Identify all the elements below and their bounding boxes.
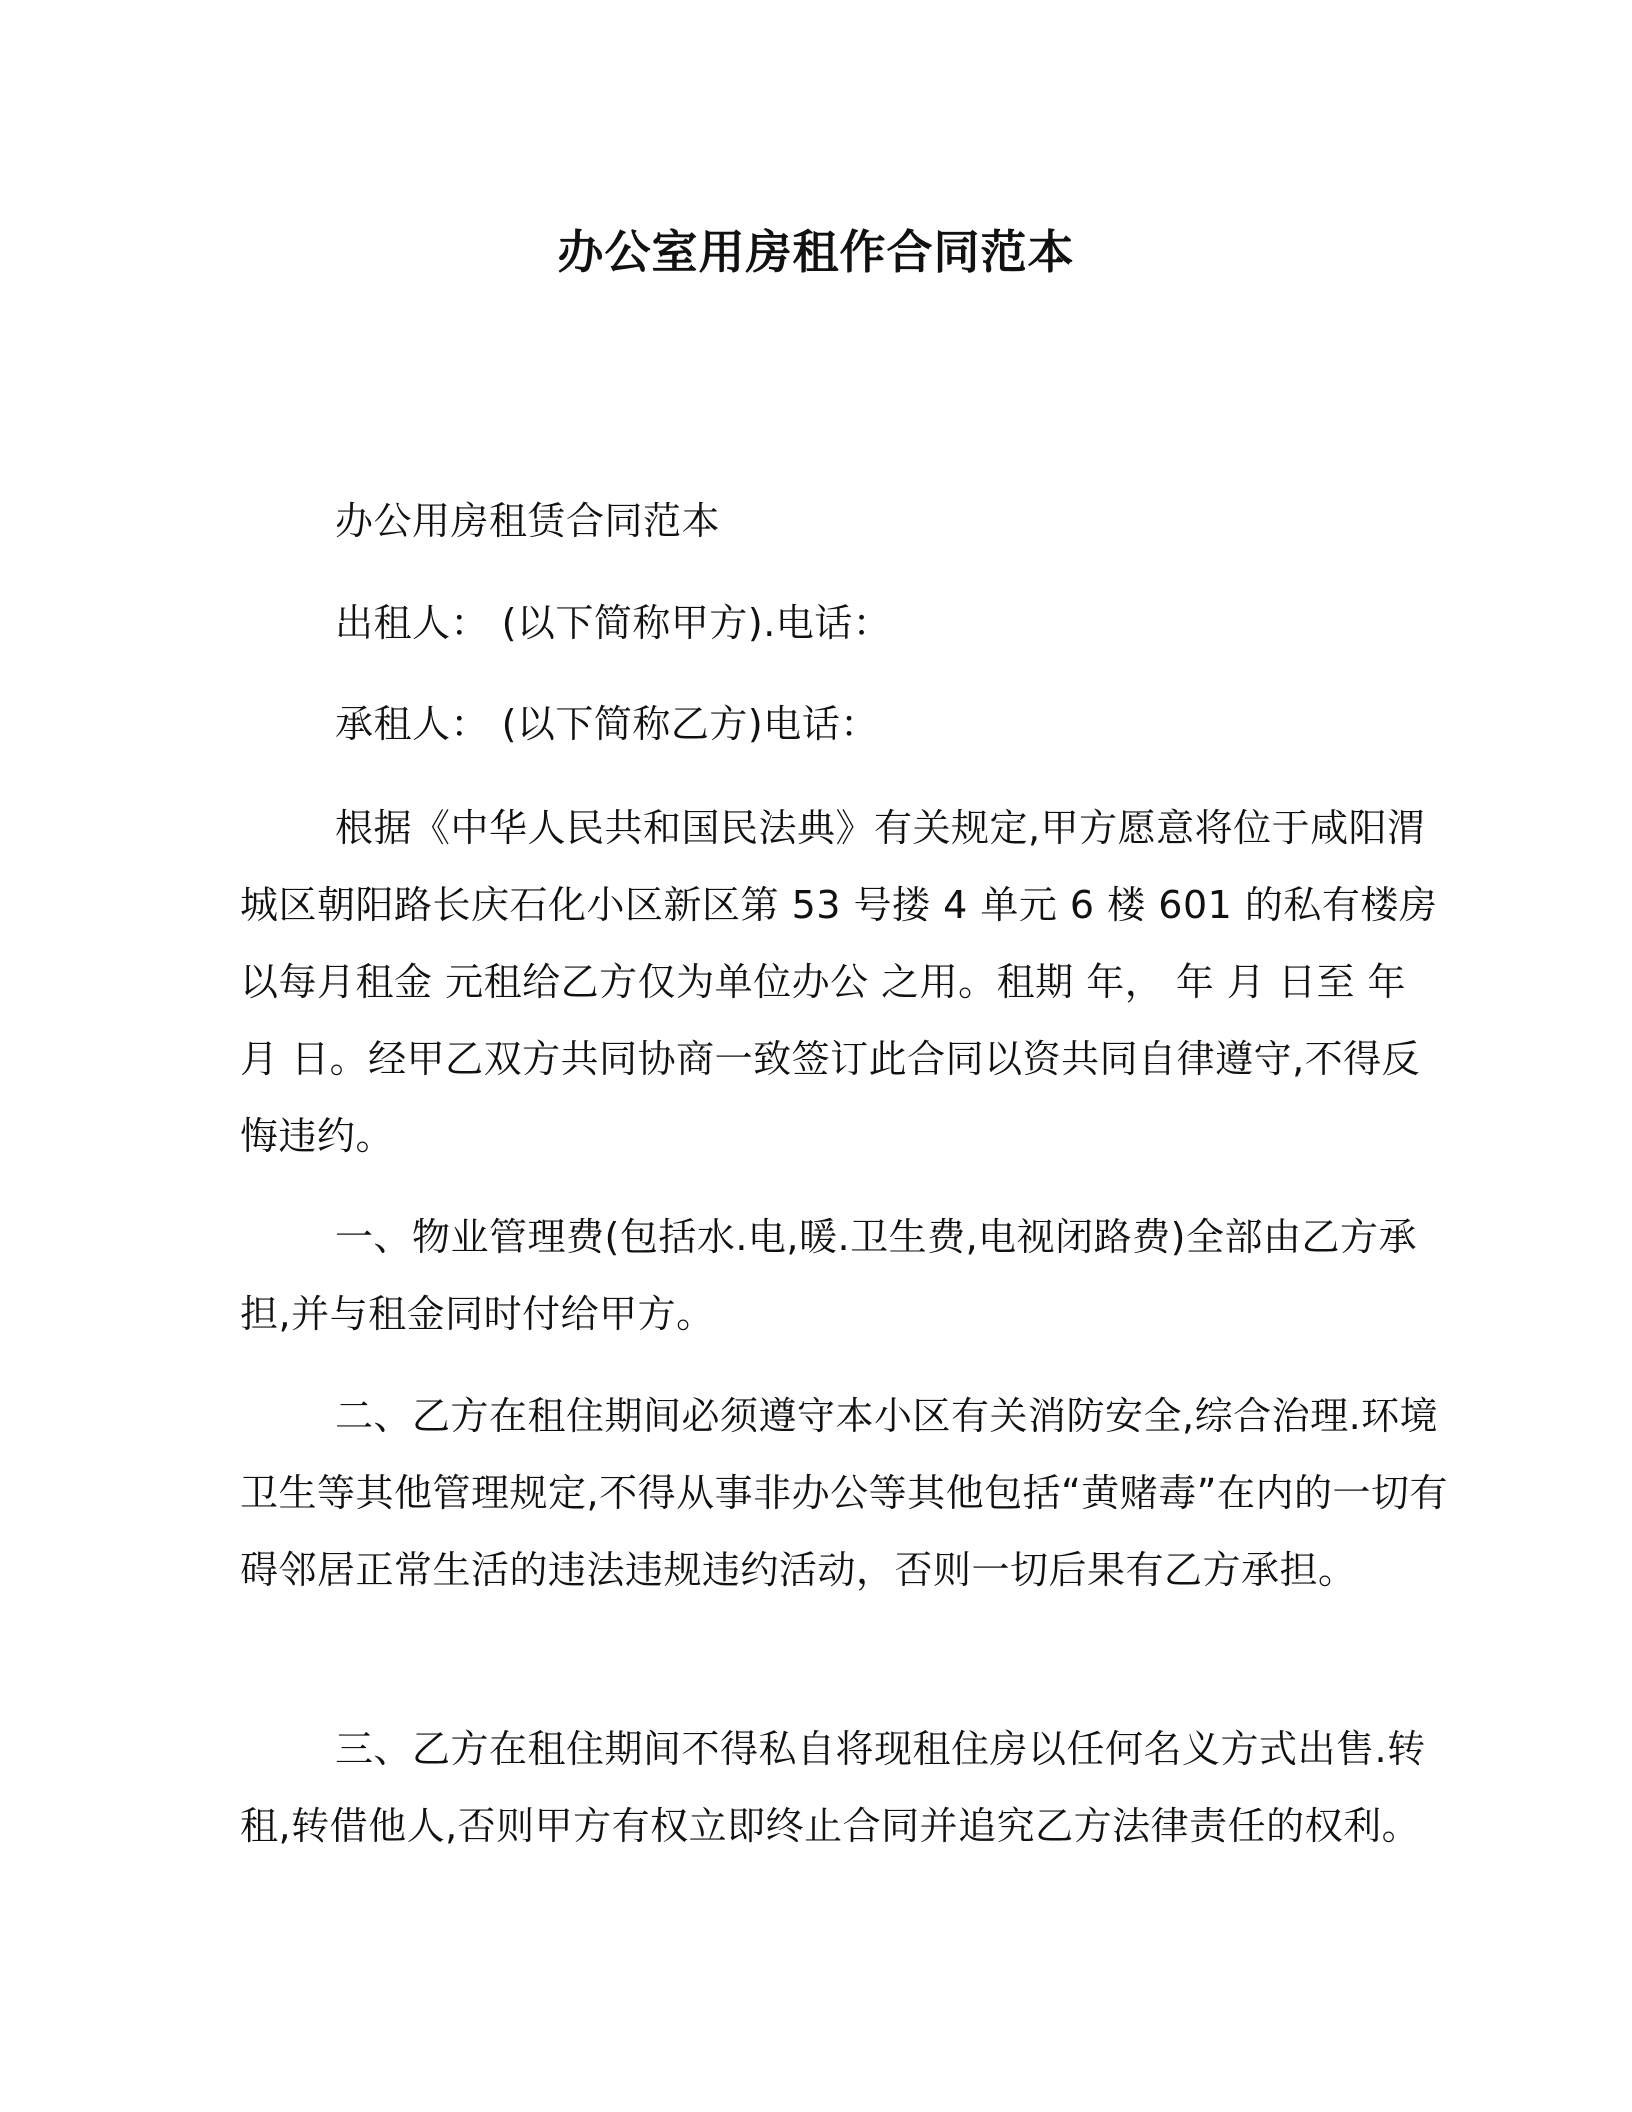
document-title: 办公室用房租作合同范本	[557, 225, 1075, 279]
paragraph-clause-3: 三、乙方在租住期间不得私自将现租住房以任何名义方式出售.转租,转借他人,否则甲方有权立即终止合同并追究乙方法律责任的权利。	[240, 1727, 1426, 1848]
paragraph-preamble: 根据《中华人民共和国民法典》有关规定,甲方愿意将位于咸阳渭城区朝阳路长庆石化小区新区第 53 号搂 4 单元 6 楼 601 的私有楼房以每月租金 元租给乙方仅为单位办公 之用。租期 年， 年 月 日至 年 月 日。经甲乙双方共同协商一致签订此合同以资共同自律遵守,不得反悔违约。	[240, 806, 1438, 1158]
lessor-line: 出租人： (以下简称甲方).电话：	[335, 601, 892, 645]
paragraph-clause-2: 二、乙方在租住期间必须遵守本小区有关消防安全,综合治理.环境卫生等其他管理规定,不得从事非办公等其他包括“黄赌毒”在内的一切有碍邻居正常生活的违法违规违约活动，否则一切后果有乙方承担。	[240, 1394, 1448, 1592]
contract-subtitle: 办公用房租赁合同范本	[335, 499, 721, 543]
lessee-line: 承租人： (以下简称乙方)电话：	[335, 702, 879, 746]
paragraph-clause-1: 一、物业管理费(包括水.电,暖.卫生费,电视闭路费)全部由乙方承担,并与租金同时付给甲方。	[240, 1215, 1417, 1336]
